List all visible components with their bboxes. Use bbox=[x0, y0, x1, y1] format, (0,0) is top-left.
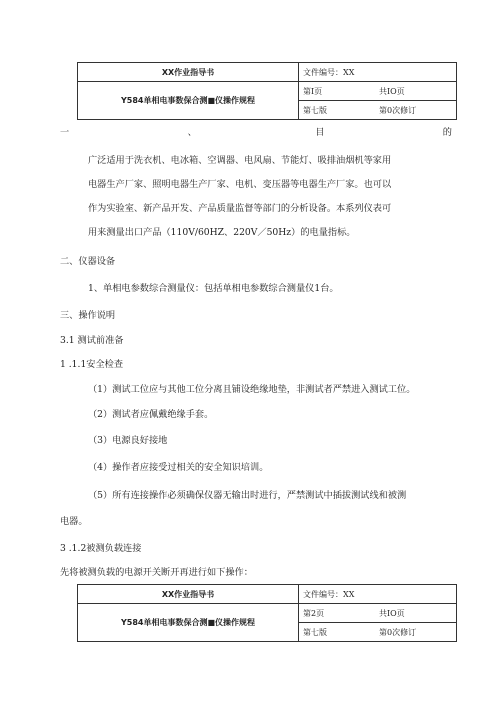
subsection-heading: 3 .1.2被测负载连接 bbox=[60, 543, 142, 554]
paragraph-line: 先将被测负载的电源开关断开再进行如下操作： bbox=[60, 567, 253, 578]
procedure-title: Y584单相电事数保合测■仪操作规程 bbox=[78, 604, 299, 642]
procedure-title: Y584单相电事数保合测■仪操作规程 bbox=[78, 82, 299, 120]
paragraph-line: 用来测量出口产品（110V/60HZ、220V／50Hz）的电量指标。 bbox=[88, 227, 356, 238]
doc-number: 文件编号：XX bbox=[299, 585, 457, 604]
list-item: （5）所有连接操作必须确保仪器无输出时进行，严禁测试中插拔测试线和被测 bbox=[88, 490, 407, 501]
list-item: 1、单相电参数综合测量仪：包括单相电参数综合测量仪1台。 bbox=[88, 283, 339, 294]
edition: 第七版 bbox=[303, 627, 327, 637]
heading-char: 目 bbox=[315, 127, 325, 138]
paragraph-line: 电器生产厂家、照明电器生产厂家、电机、变压器等电器生产厂家。也可以 bbox=[88, 179, 392, 190]
paragraph-line: 作为实验室、新产品开发、产品质量监督等部门的分析设备。本系列仪表可 bbox=[88, 203, 392, 214]
edition: 第七版 bbox=[303, 105, 327, 115]
heading-char: 的 bbox=[442, 127, 452, 138]
list-item: （3）电源良好接地 bbox=[88, 435, 168, 446]
list-item: （2）测试者应佩戴绝缘手套。 bbox=[88, 409, 214, 420]
page-total: 共IO页 bbox=[379, 608, 405, 618]
section-heading: 二、仪器设备 bbox=[60, 256, 116, 267]
section-heading: 三、操作说明 bbox=[60, 310, 116, 321]
page-number: 第2页 bbox=[303, 608, 325, 618]
subsection-heading: 1 .1.1安全检查 bbox=[60, 359, 124, 370]
header-table-bottom bbox=[77, 584, 457, 642]
section-heading-purpose bbox=[60, 124, 452, 138]
revision: 第0次修订 bbox=[379, 627, 417, 637]
list-item: （1）测试工位应与其他工位分离且铺设绝缘地垫，非测试者严禁进入测试工位。 bbox=[88, 384, 416, 395]
heading-char: 一 bbox=[60, 127, 70, 138]
heading-char: 、 bbox=[187, 127, 197, 138]
doc-number: 文件编号：XX bbox=[299, 63, 457, 82]
list-item-continued: 电器。 bbox=[60, 516, 88, 527]
paragraph-line: 广泛适用于洗衣机、电冰箱、空调器、电风扇、节能灯、吸排油烟机等家用 bbox=[88, 155, 392, 166]
subsection-heading: 3.1 测试前准备 bbox=[60, 335, 124, 346]
list-item: （4）操作者应接受过相关的安全知识培训。 bbox=[88, 462, 269, 473]
page-number: 第I页 bbox=[303, 86, 323, 96]
doc-title: XX作业指导书 bbox=[78, 63, 299, 82]
page-total: 共IO页 bbox=[379, 86, 405, 96]
header-table-top bbox=[77, 62, 457, 120]
revision: 第0次修订 bbox=[379, 105, 417, 115]
doc-title: XX作业指导书 bbox=[78, 585, 299, 604]
